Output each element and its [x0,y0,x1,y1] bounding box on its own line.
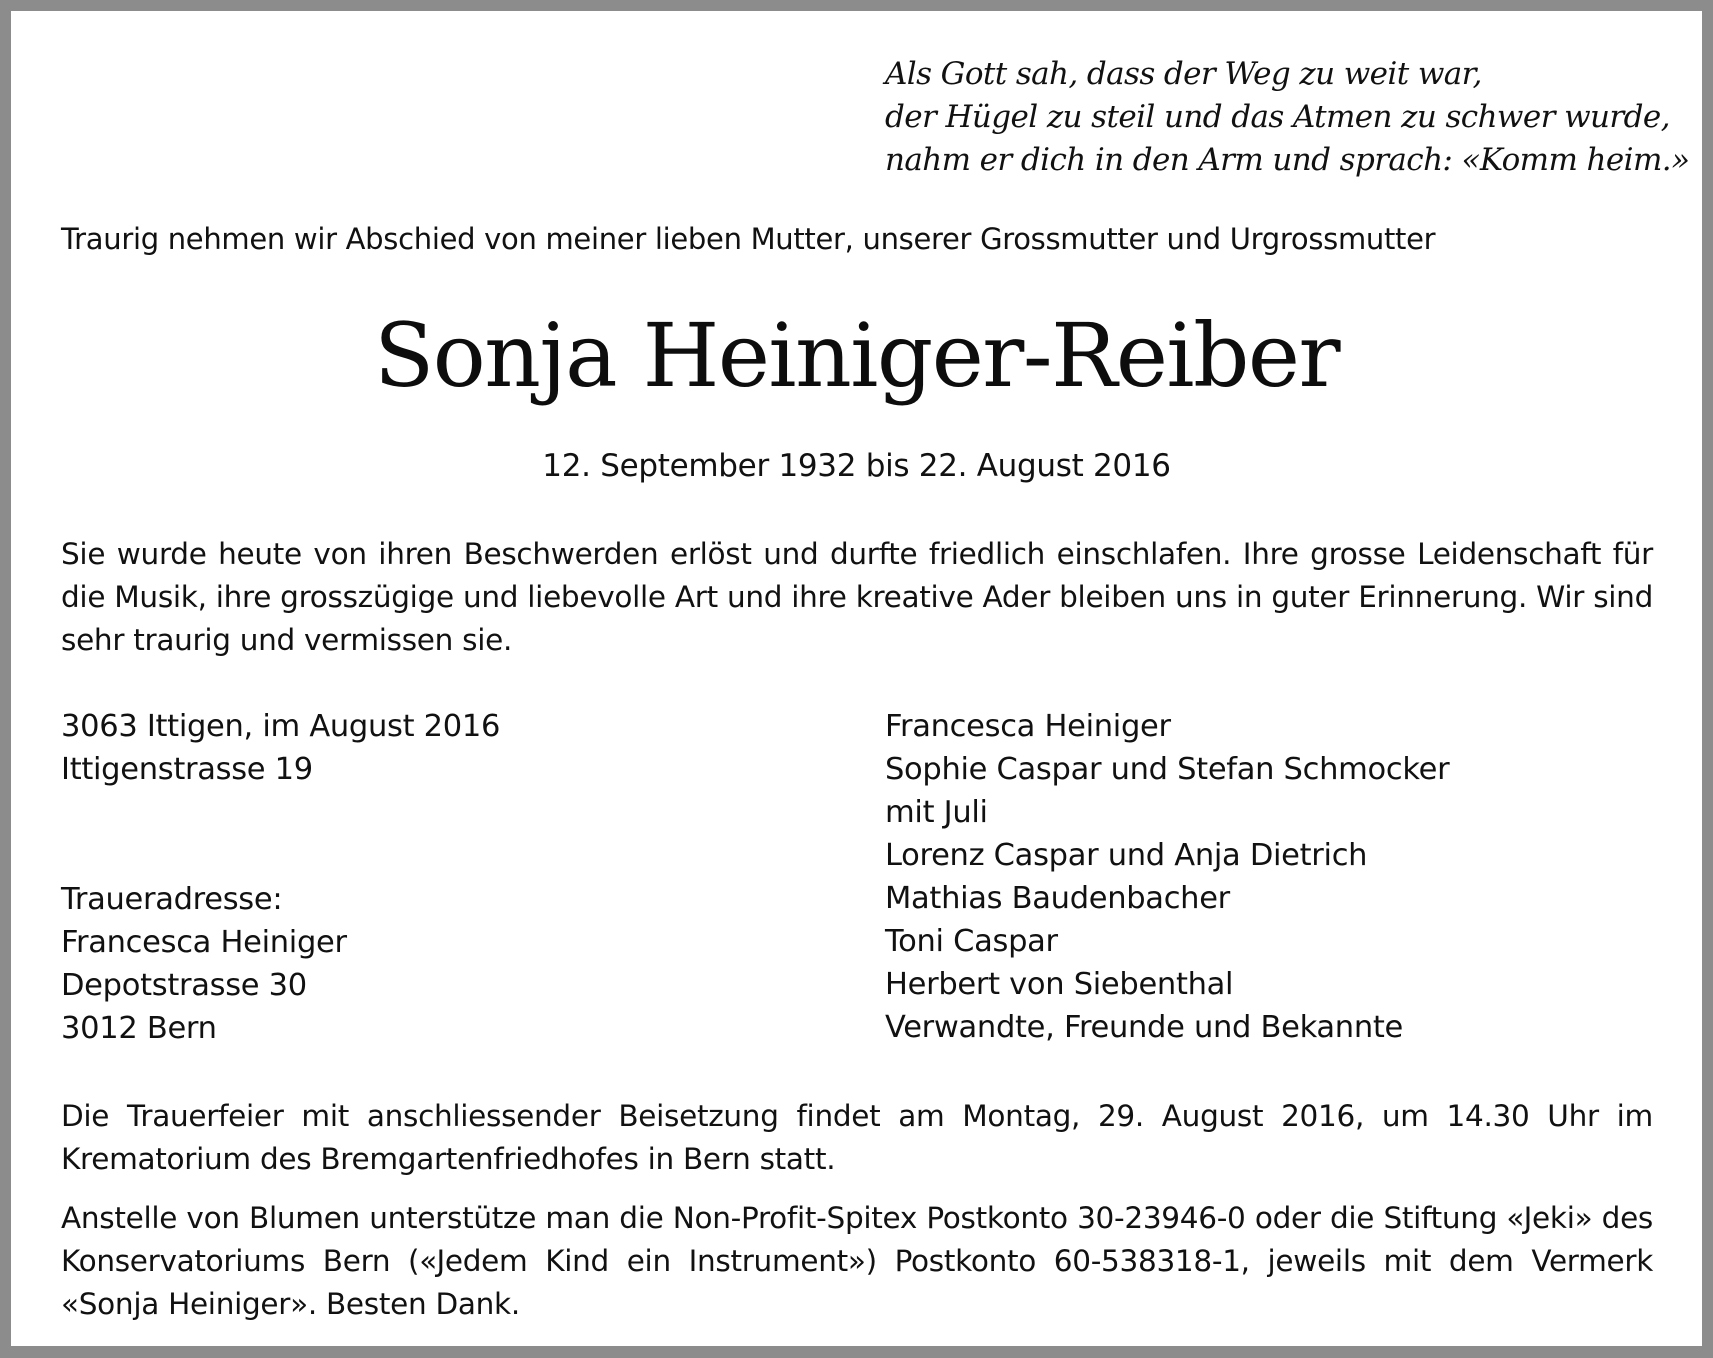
place-line: 3063 Ittigen, im August 2016 [61,709,501,744]
mourners-list [885,705,1449,1049]
place-line: Ittigenstrasse 19 [61,752,313,787]
mourner-name: Mathias Baudenbacher [885,881,1230,916]
place-and-date [61,705,500,791]
mourning-address-line: 3012 Bern [61,1011,217,1046]
quote-block [885,53,1690,182]
mourner-name: Verwandte, Freunde und Bekannte [885,1010,1403,1045]
mourner-name: Herbert von Siebenthal [885,967,1234,1002]
mourner-name: Lorenz Caspar und Anja Dietrich [885,838,1368,873]
donation-info-paragraph: Anstelle von Blumen unterstütze man die Non-Profit-Spitex Postkonto 30-23946-0 oder die Stiftung «Jeki» des Konservatoriums Bern («Jedem Kind ein Instrument») Postkonto 60-538318-1, jeweils mit dem Vermerk «Sonja Heiniger». Besten Dank. [61,1201,1653,1321]
mourning-address-label: Traueradresse: [61,882,283,917]
intro-text: Traurig nehmen wir Abschied von meiner lieben Mutter, unserer Grossmutter und Urgrossmutter [61,222,1436,256]
obituary-notice [11,11,1702,1346]
mourner-name: mit Juli [885,795,988,830]
quote-line: nahm er dich in den Arm und sprach: «Komm heim.» [885,142,1690,178]
quote-line: Als Gott sah, dass der Weg zu weit war, [885,56,1482,92]
mourner-name: Sophie Caspar und Stefan Schmocker [885,752,1450,787]
funeral-info-paragraph: Die Trauerfeier mit anschliessender Beisetzung findet am Montag, 29. August 2016, um 14.30 Uhr im Krematorium des Bremgartenfriedhofes in Bern statt. [61,1099,1653,1176]
tribute-paragraph: Sie wurde heute von ihren Beschwerden erlöst und durfte friedlich einschlafen. Ihre grosse Leidenschaft für die Musik, ihre grosszügige und liebevolle Art und ihre kreative Ader bleiben uns in guter Erinnerung. Wir sind sehr traurig und vermissen sie. [61,537,1653,657]
mourning-address [61,878,347,1050]
life-dates: 12. September 1932 bis 22. August 2016 [542,448,1171,484]
deceased-name: Sonja Heiniger-Reiber [373,304,1340,407]
mourning-address-line: Depotstrasse 30 [61,968,307,1003]
mourner-name: Toni Caspar [885,924,1058,959]
quote-line: der Hügel zu steil und das Atmen zu schwer wurde, [885,99,1670,135]
mourning-address-line: Francesca Heiniger [61,925,347,960]
mourner-name: Francesca Heiniger [885,709,1171,744]
